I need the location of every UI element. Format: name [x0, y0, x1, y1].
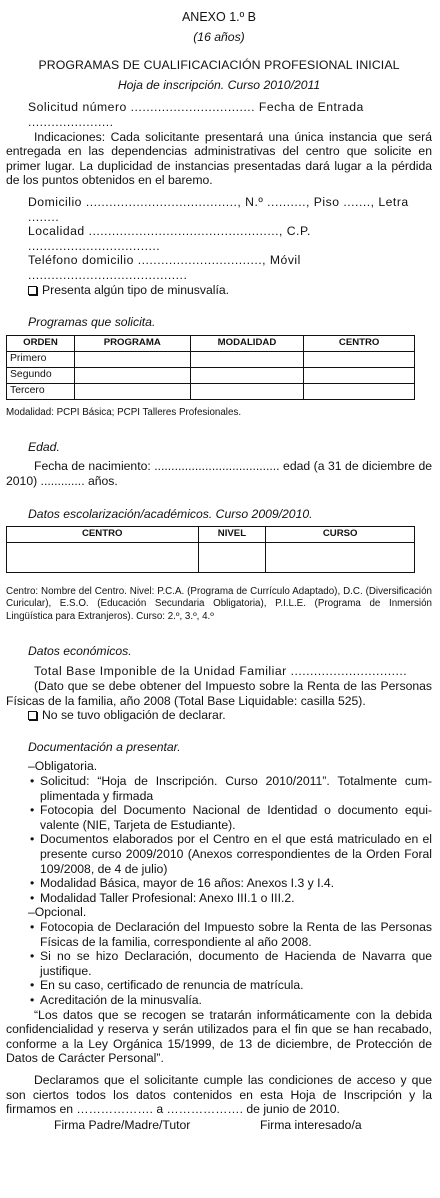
locality-line[interactable]: Localidad ................................................., C.P. ..................................	[28, 224, 311, 253]
centro-cell[interactable]	[304, 367, 415, 383]
list-item: • Solicitud: “Hoja de Inscripción. Curso 2010/2011”. Totalmente cumplimentada y firmada	[40, 774, 432, 803]
col-header-programa: PROGRAMA	[74, 335, 190, 351]
school-section-title: Datos escolarización/académicos. Curso 2009/2010.	[28, 506, 313, 521]
address-block	[6, 195, 432, 297]
curso-cell[interactable]	[266, 543, 415, 573]
economic-section-title: Datos económicos.	[28, 643, 132, 658]
optional-label: –Opcional.	[28, 905, 87, 920]
applicant-signature-label: Firma interesado/a	[260, 1117, 362, 1132]
col-header-orden: ORDEN	[7, 335, 75, 351]
row-label-segundo: Segundo	[7, 367, 75, 383]
tax-base-line[interactable]: Total Base Imponible de la Unidad Familiar ..............................	[34, 664, 408, 679]
col-header-centro: CENTRO	[7, 527, 199, 543]
list-item: • Modalidad Taller Profesional: Anexo III.1 o III.2.	[40, 891, 432, 906]
table-row	[7, 351, 415, 367]
list-item: • Si no se hizo Declaración, documento de Hacienda de Navarra que justifique.	[40, 949, 432, 978]
modalidad-cell[interactable]	[190, 383, 304, 399]
list-item: • Documentos elaborados por el Centro en el que está matriculado en el presente curso 2009/2010 (Anexos correspondientes de la Orden Foral 109/2008, de 4 de julio)	[40, 832, 432, 876]
programa-cell[interactable]	[74, 383, 190, 399]
checkbox-icon[interactable]	[28, 711, 37, 720]
request-number-line[interactable]: Solicitud número ................................ Fecha de Entrada ......................	[28, 100, 364, 129]
document-subtitle: Hoja de inscripción. Curso 2010/2011	[117, 77, 321, 92]
documentation-section-title: Documentación a presentar.	[28, 739, 181, 754]
optional-list	[6, 920, 432, 1008]
list-item: • Fotocopia del Documento Nacional de Identidad o documento equivalente (NIE, Tarjeta de Estudiante).	[40, 803, 432, 832]
phone-line[interactable]: Teléfono domicilio ................................, Móvil .........................................	[28, 253, 301, 282]
centro-cell[interactable]	[304, 351, 415, 367]
list-item: • Fotocopia de Declaración del Impuesto sobre la Renta de las Personas Físicas de la familia, correspondiente al año 2008.	[40, 920, 432, 949]
privacy-text: “Los datos que se recogen se tratarán informáticamente con la debida confidencialidad y reserva y serán utilizados para el fin que se han recabado, conforme a la Ley Orgánica 15/1999, de 13 de diciembre, de Protección de Datos de Carácter Personal”.	[6, 1007, 432, 1066]
no-declaration-label: No se tuvo obligación de declarar.	[42, 708, 226, 723]
col-header-nivel: NIVEL	[198, 527, 266, 543]
document-title: PROGRAMAS DE CUALIFICACIACIÓN PROFESIONAL INICIAL	[38, 58, 400, 73]
disability-label: Presenta algún tipo de minusvalía.	[42, 282, 229, 297]
programs-table	[6, 335, 415, 400]
table-row	[7, 543, 415, 573]
programa-cell[interactable]	[74, 351, 190, 367]
row-label-tercero: Tercero	[7, 383, 75, 399]
mandatory-label: –Obligatoria.	[28, 759, 98, 774]
nivel-cell[interactable]	[198, 543, 266, 573]
declaration-text: Declaramos que el solicitante cumple las condiciones de acceso y que son ciertos todos los datos contenidos en esta Hoja de Inscripción y la firmamos en ………………. a ………………. de junio de 2010.	[6, 1072, 432, 1117]
list-item: • Modalidad Básica, mayor de 16 años: Anexos I.3 y I.4.	[40, 876, 432, 891]
modalidad-cell[interactable]	[190, 351, 304, 367]
list-item: • En su caso, certificado de renuncia de matrícula.	[40, 978, 432, 993]
mandatory-list	[6, 774, 432, 905]
col-header-centro: CENTRO	[304, 335, 415, 351]
age-section-title: Edad.	[28, 439, 60, 454]
col-header-modalidad: MODALIDAD	[190, 335, 304, 351]
table-row	[7, 367, 415, 383]
no-declaration-option[interactable]	[6, 708, 432, 723]
centro-cell[interactable]	[7, 543, 199, 573]
instructions-text: Indicaciones: Cada solicitante presentará una única instancia que será entregada en las dependencias administrativas del centro que solicite en primer lugar. La duplicidad de instancias presentadas dará lugar a la pérdida de los puntos obtenidos en el baremo.	[6, 129, 432, 188]
school-table	[6, 526, 415, 573]
annex-label: ANEXO 1.º B	[181, 10, 257, 24]
disability-option[interactable]	[28, 283, 432, 298]
parent-signature-label: Firma Padre/Madre/Tutor	[54, 1117, 191, 1132]
birth-date-line[interactable]: Fecha de nacimiento: ..................................... edad (a 31 de diciembre de 2010) ............. años.	[6, 459, 432, 489]
table-row	[7, 383, 415, 399]
modality-note: Modalidad: PCPI Básica; PCPI Talleres Profesionales.	[6, 406, 242, 418]
programa-cell[interactable]	[74, 367, 190, 383]
address-line[interactable]: Domicilio ......................................., N.º .........., Piso ......., Letra ........	[28, 194, 409, 224]
tax-note: (Dato que se debe obtener del Impuesto sobre la Renta de las Personas Físicas de la familia, año 2008 (Total Base Liquidable: casilla 525).	[6, 679, 432, 708]
list-item: • Acreditación de la minusvalía.	[40, 993, 432, 1008]
col-header-curso: CURSO	[266, 527, 415, 543]
programs-section-title: Programas que solicita.	[28, 315, 156, 330]
checkbox-icon[interactable]	[28, 286, 37, 295]
centro-cell[interactable]	[304, 383, 415, 399]
school-note: Centro: Nombre del Centro. Nivel: P.C.A. (Programa de Currículo Adaptado), D.C. (Diversificación Curicular), E.S.O. (Educación Secundaria Obligatoria), P.I.L.E. (Programa de Inmersión Lingüística para Extranjeros). Curso: 2.º, 3.º, 4.º	[6, 586, 432, 622]
age-label: (16 años)	[193, 29, 245, 44]
row-label-primero: Primero	[7, 351, 75, 367]
modalidad-cell[interactable]	[190, 367, 304, 383]
signature-row	[6, 1118, 432, 1133]
